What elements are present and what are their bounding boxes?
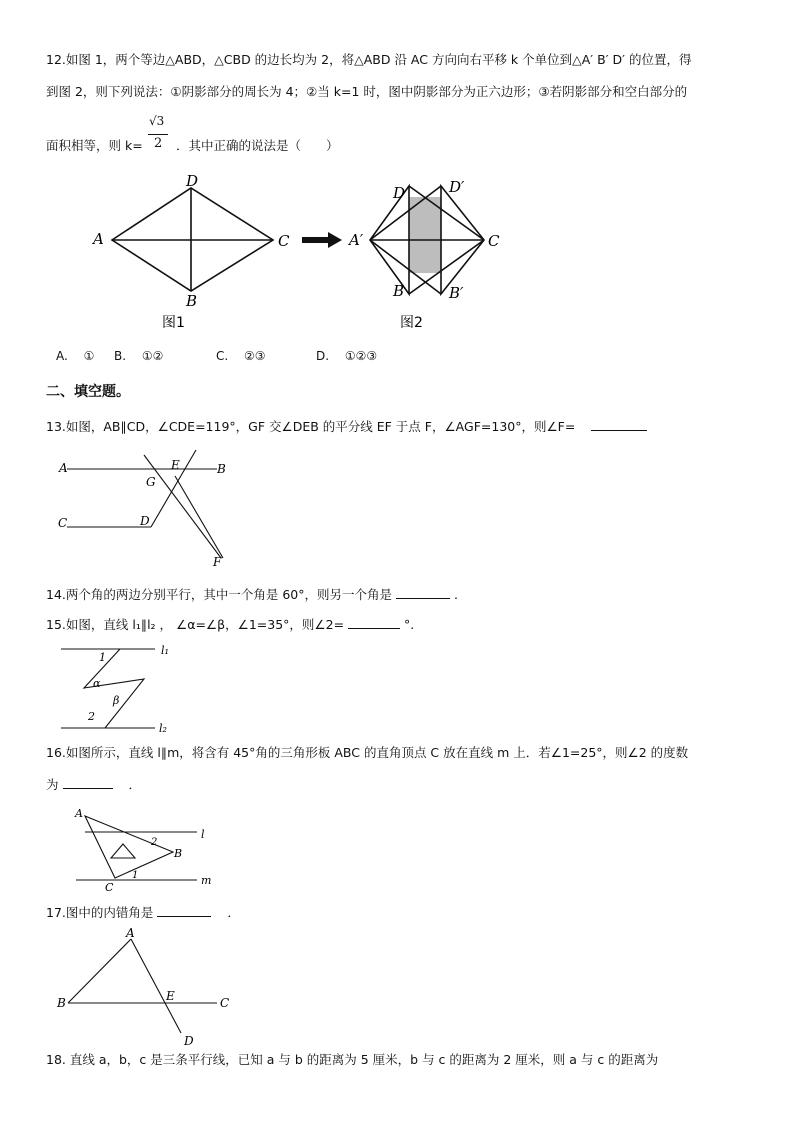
q15-label-1: 1	[99, 651, 106, 664]
q17-suffix: ．	[227, 905, 240, 920]
q14-text	[46, 586, 458, 604]
q16-suffix: ．	[128, 777, 141, 792]
fig2-label-a-prime: A′	[349, 231, 364, 249]
q17-label-a: A	[126, 926, 135, 940]
fraction-denominator: 2	[154, 136, 163, 151]
q15-suffix: °.	[404, 617, 415, 632]
fig1-label-c: C	[278, 232, 290, 250]
q16-label-2: 2	[151, 837, 158, 848]
fig1-label-b: B	[186, 292, 198, 310]
q12-line-3-end: ．其中正确的说法是（ ）	[176, 138, 339, 153]
option-c-text: ②③	[244, 349, 266, 363]
q16-label-l: l	[201, 828, 205, 841]
q15-stem: 15.如图，直线 l₁∥l₂ ， ∠α=∠β，∠1=35°，则∠2=	[46, 617, 345, 632]
q15-label-beta: β	[113, 694, 120, 707]
option-b-text: ①②	[141, 349, 164, 363]
q16-label-a: A	[75, 807, 83, 820]
option-c-key: C.	[216, 349, 229, 363]
q16-label-m: m	[201, 874, 212, 887]
fig2-label-c: C	[488, 232, 500, 250]
q17-label-b: B	[57, 996, 66, 1010]
q16-stem: 为	[46, 777, 59, 792]
q17-label-e: E	[166, 989, 175, 1003]
option-a-text: ①	[83, 349, 95, 363]
q18-text: 18. 直线 a，b，c 是三条平行线，已知 a 与 b 的距离为 5 厘米，b 与 c 的距离为 2 厘米，则 a 与 c 的距离为	[46, 1052, 659, 1067]
q14-stem: 14.两个角的两边分别平行，其中一个角是 60°，则另一个角是	[46, 587, 393, 602]
q13-answer-blank[interactable]	[591, 418, 647, 431]
q16-answer-blank[interactable]	[63, 776, 113, 789]
fig1-caption: 图1	[162, 315, 185, 331]
q12-line-3-start: 面积相等，则 k=	[46, 138, 143, 153]
fig2-caption: 图2	[400, 315, 423, 331]
fraction-bar	[148, 134, 168, 135]
q12-line-2: 到图 2，则下列说法：①阴影部分的周长为 4；②当 k=1 时，图中阴影部分为正六边形；③若阴影部分和空白部分的	[46, 84, 688, 99]
fraction-numerator: √3	[149, 114, 165, 128]
fig2-label-b: B	[393, 282, 405, 300]
section-heading: 二、填空题。	[46, 384, 130, 400]
q14-suffix: .	[453, 587, 458, 602]
figure-2-translated-rhombus	[345, 170, 515, 335]
q16-line-2	[46, 776, 141, 794]
q13-label-d: D	[140, 514, 150, 528]
q17-label-c: C	[220, 996, 230, 1010]
fig2-label-d-prime: D′	[449, 178, 465, 196]
q12-line-1: 12.如图 1，两个等边△ABD，△CBD 的边长均为 2，将△ABD 沿 AC 方向向右平移 k 个单位到△A′ B′ D′ 的位置，得	[46, 52, 692, 67]
option-c[interactable]	[216, 349, 266, 363]
q13-label-e: E	[171, 458, 180, 472]
q13-label-f: F	[213, 555, 222, 569]
q15-label-2: 2	[88, 710, 95, 723]
option-d-text: ①②③	[344, 349, 378, 363]
q13-stem: 13.如图，AB∥CD，∠CDE=119°，GF 交∠DEB 的平分线 EF 于点 F，∠AGF=130°，则∠F=	[46, 419, 576, 434]
q16-label-c: C	[105, 881, 114, 894]
q16-line-1: 16.如图所示，直线 l∥m，将含有 45°角的三角形板 ABC 的直角顶点 C 放在直线 m 上．若∠1=25°，则∠2 的度数	[46, 745, 689, 760]
fraction-sqrt3-over-2	[146, 114, 172, 160]
figure-1-rhombus	[90, 170, 300, 335]
option-d[interactable]	[316, 349, 377, 363]
option-b[interactable]	[114, 349, 163, 363]
q17-label-d: D	[184, 1034, 194, 1048]
q17-answer-blank[interactable]	[157, 904, 211, 917]
q17-text	[46, 904, 240, 922]
q13-text	[46, 418, 647, 436]
q15-answer-blank[interactable]	[348, 616, 400, 629]
option-a-key: A.	[56, 349, 68, 363]
option-b-key: B.	[114, 349, 127, 363]
q16-label-b: B	[174, 847, 183, 860]
q15-label-l2: l₂	[159, 722, 167, 735]
figure-q15	[55, 642, 185, 737]
fig2-label-d: D	[393, 184, 406, 202]
fig2-label-b-prime: B′	[449, 284, 464, 302]
q14-answer-blank[interactable]	[396, 586, 450, 599]
figure-q13	[55, 455, 255, 575]
q13-label-a: A	[59, 461, 68, 475]
q13-label-c: C	[58, 516, 68, 530]
q13-label-b: B	[217, 462, 226, 476]
q15-label-l1: l₁	[161, 644, 169, 657]
figure-q16	[65, 807, 255, 897]
figure-q17	[55, 925, 245, 1050]
option-d-key: D.	[316, 349, 330, 363]
fig1-label-d: D	[186, 172, 199, 190]
option-a[interactable]	[56, 349, 94, 363]
fig1-label-a: A	[93, 230, 104, 248]
q15-label-alpha: α	[93, 677, 101, 690]
q16-label-1: 1	[132, 870, 139, 881]
arrow-icon	[302, 232, 344, 248]
q17-stem: 17.图中的内错角是	[46, 905, 154, 920]
q13-label-g: G	[146, 475, 156, 489]
q15-text	[46, 616, 414, 634]
